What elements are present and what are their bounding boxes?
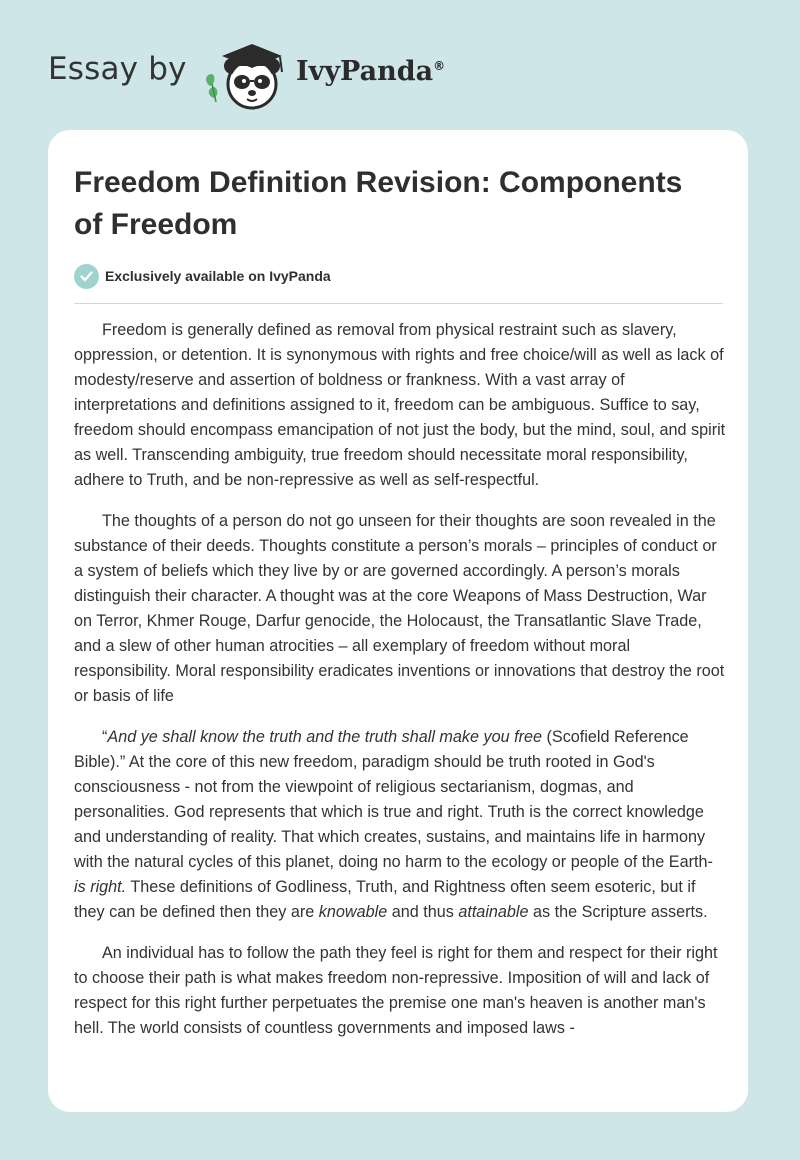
p3-text-3: and thus (387, 903, 459, 921)
divider (74, 303, 723, 304)
brand-name[interactable] (296, 56, 445, 87)
open-quote: “ (102, 728, 108, 746)
registered-mark: ® (433, 59, 446, 73)
knowable: knowable (318, 903, 388, 921)
check-icon (74, 264, 99, 289)
essay-by-label: Essay by (48, 51, 187, 87)
attainable: attainable (458, 903, 529, 921)
essay-card (48, 130, 748, 1112)
page-title: Freedom Definition Revision: Components of Freedom (74, 166, 683, 241)
paragraph-2: The thoughts of a person do not go unseen for their thoughts are soon revealed in the substance of their deeds. Thoughts constitute a person’s morals – principles of conduct or a system of beliefs which they live by or are governed accordingly. A person’s morals distinguish their character. A thought was at the core Weapons of Mass Destruction, War on Terror, Khmer Rouge, Darfur genocide, the Holocaust, the Transatlantic Slave Trade, and a slew of other human atrocities – all exemplary of freedom without moral responsibility. Moral responsibility eradicates inventions or innovations that destroy the root or basis of life (74, 512, 725, 705)
p3-text-4: as the Scripture asserts. (528, 903, 708, 921)
panda-logo-icon[interactable] (202, 36, 294, 112)
is-right: is right. (74, 878, 127, 896)
paragraph-3 (74, 725, 726, 925)
site-header (48, 36, 748, 116)
badge-text: Exclusively available on IvyPanda (105, 268, 331, 284)
essay-body (74, 318, 726, 1057)
p3-text-1: (Scofield Reference Bible).” At the core of this new freedom, paradigm should be truth rooted in God's consciousness - not from the viewpoint of religious sectarianism, dogmas, and personalities. God represents that which is true and right. Truth is the correct knowledge and understanding of reality. That which creates, sustains, and maintains life in harmony with the natural cycles of this planet, doing no harm to the ecology or people of the Earth- (74, 728, 713, 871)
brand-label: IvyPanda (296, 56, 434, 87)
paragraph-4: An individual has to follow the path they feel is right for them and respect for their right to choose their path is what makes freedom non-repressive. Imposition of will and lack of respect for this right further perpetuates the premise one man's heaven is another man's hell. The world consists of countless governments and imposed laws - (74, 944, 718, 1037)
paragraph-1: Freedom is generally defined as removal from physical restraint such as slavery, oppression, or detention. It is synonymous with rights and free choice/will as well as lack of modesty/reserve and assertion of boldness or frankness. With a vast array of interpretations and definitions assigned to it, freedom can be ambiguous. Suffice to say, freedom should encompass emancipation of not just the body, but the mind, soul, and spirit as well. Transcending ambiguity, true freedom should necessitate moral responsibility, adhere to Truth, and be non-repressive as well as self-respectful. (74, 321, 726, 489)
bible-quote: And ye shall know the truth and the truth shall make you free (107, 728, 543, 746)
exclusive-badge (74, 263, 331, 289)
p3-text-2: These definitions of Godliness, Truth, and Rightness often seem esoteric, but if they can be defined then they are (74, 878, 696, 921)
